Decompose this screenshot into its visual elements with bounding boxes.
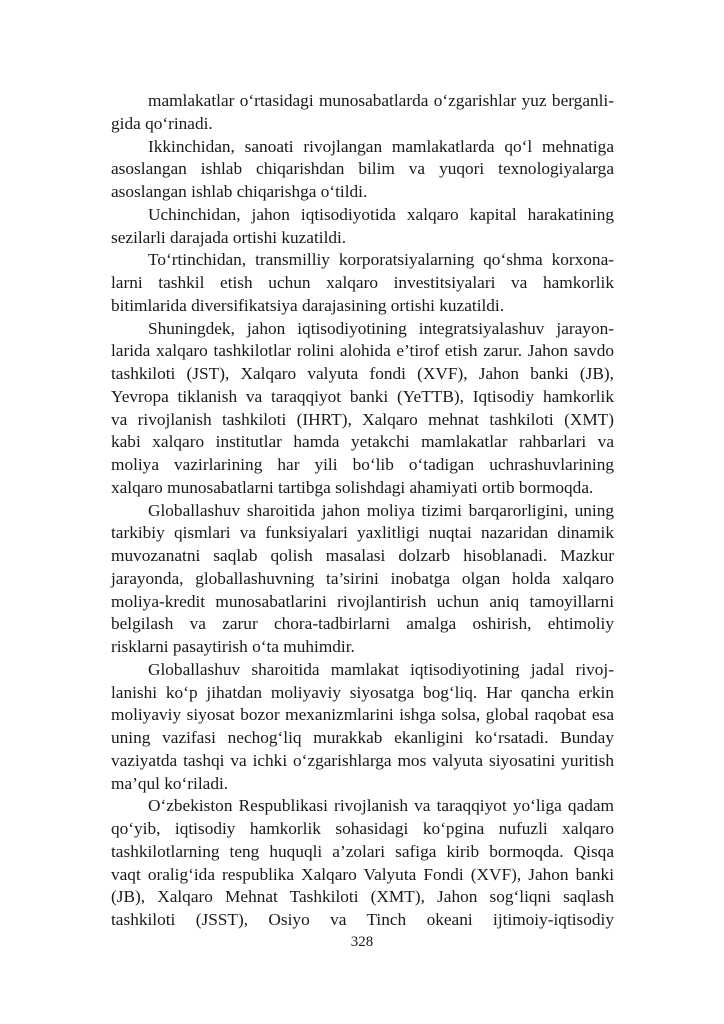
text-line: asoslangan ishlab chiqarishdan bilim va yuqori texnologiyalarga [111,159,614,179]
text-line: tarkibiy qismlari va funksiyalari yaxlitligi nuqtai nazaridan dinamik [111,523,614,543]
text-line: sezilarli darajada ortishi kuzatildi. [111,227,347,247]
text-line: moliyaviy siyosat bozor mexanizmlarini ishga solsa, global raqobat esa [111,705,614,725]
text-line: lanishi ko‘p jihatdan moliyaviy siyosatga bog‘liq. Har qancha erkin [111,682,614,702]
text-line: bitimlarida diversifikatsiya darajasining ortishi kuzatildi. [111,295,505,315]
paragraph [111,318,614,500]
text-line: xalqaro munosabatlarni tartibga solishdagi ahamiyati ortib bormoqda. [111,477,594,497]
paragraph [111,795,614,932]
text-line: larida xalqaro tashkilotlar rolini alohida e’tirof etish zarur. Jahon savdo [111,341,614,361]
text-line: uning vazifasi nechog‘liq murakkab ekanligini ko‘rsatadi. Bunday [111,728,614,747]
paragraph [111,249,614,317]
text-line: gida qo‘rinadi. [111,113,213,133]
text-line: va rivojlanish tashkiloti (IHRT), Xalqaro mehnat tashkiloti (XMT) [111,409,614,429]
paragraph [111,136,614,204]
text-line: asoslangan ishlab chiqarishga o‘tildi. [111,182,368,201]
text-line: Globallashuv sharoitida mamlakat iqtisodiyotining jadal rivoj- [148,659,614,679]
text-line: larni tashkil etish uchun xalqaro investitsiyalari va hamkorlik [111,273,614,292]
text-line: moliya vazirlarining har yili bo‘lib o‘tadigan uchrashuvlarining [111,455,614,474]
paragraph [111,90,614,136]
text-line: Shuningdek, jahon iqtisodiyotining integratsiyalashuv jarayon- [148,318,614,338]
text-line: risklarni pasaytirish o‘ta muhimdir. [111,637,355,656]
text-line: vaqt oralig‘ida respublika Xalqaro Valyuta Fondi (XVF), Jahon banki [111,864,614,884]
text-line: muvozanatni saqlab qolish masalasi dolzarb hisoblanadi. Mazkur [111,546,614,565]
paragraph [111,500,614,659]
text-line: Uchinchidan, jahon iqtisodiyotida xalqaro kapital harakatining [148,204,614,224]
paragraph [111,204,614,250]
text-line: qo‘yib, iqtisodiy hamkorlik sohasidagi ko‘pgina nufuzli xalqaro [111,819,614,838]
text-line: jarayonda, globallashuvning ta’sirini inobatga olgan holda xalqaro [111,568,614,588]
text-line: O‘zbekiston Respublikasi rivojlanish va taraqqiyot yo‘liga qadam [148,796,614,816]
text-line: tashkiloti (JST), Xalqaro valyuta fondi (XVF), Jahon banki (JB), [111,364,614,383]
text-line: tashkiloti (JSST), Osiyo va Tinch okeani ijtimoiy-iqtisodiy [111,910,614,929]
text-line: vaziyatda tashqi va ichki o‘zgarishlarga mos valyuta siyosatini yuritish [111,750,614,770]
text-line: (JB), Xalqaro Mehnat Tashkiloti (XMT), Jahon sog‘liqni saqlash [111,887,614,907]
paragraph [111,659,614,796]
page-body [111,90,614,932]
text-line: Yevropa tiklanish va taraqqiyot banki (YeTTB), Iqtisodiy hamkorlik [111,386,614,406]
text-line: Ikkinchidan, sanoati rivojlangan mamlakatlarda qo‘l mehnatiga [148,136,614,156]
text-line: ma’qul ko‘riladi. [111,773,229,793]
text-line: To‘rtinchidan, transmilliy korporatsiyalarning qo‘shma korxona- [148,250,614,270]
text-line: kabi xalqaro institutlar hamda yetakchi mamlakatlar rahbarlari va [111,432,614,452]
text-line: mamlakatlar o‘rtasidagi munosabatlarda o‘zgarishlar yuz berganli- [148,91,614,110]
text-line: moliya-kredit munosabatlarini rivojlantirish uchun aniq tamoyillarni [111,591,614,611]
text-line: Globallashuv sharoitida jahon moliya tizimi barqarorligini, uning [148,500,614,520]
page-number: 328 [350,934,374,950]
text-line: belgilash va zarur chora-tadbirlarni amalga oshirish, ehtimoliy [111,614,614,634]
text-line: tashkilotlarning teng huquqli a’zolari safiga kirib bormoqda. Qisqa [111,841,614,861]
